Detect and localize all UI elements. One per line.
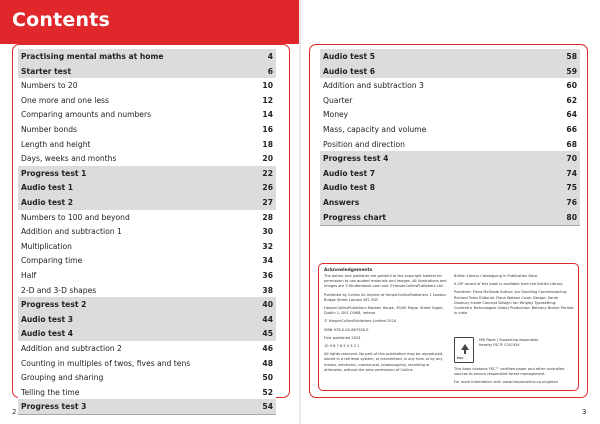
toc-label: Multiplication — [21, 241, 72, 251]
toc-label: Addition and subtraction 2 — [21, 344, 122, 353]
toc-page-number: 64 — [566, 110, 577, 120]
fsc-mark: FSC — [457, 356, 464, 360]
toc-label: Quarter — [323, 95, 353, 105]
toc-page-number: 20 — [262, 154, 273, 164]
toc-row — [18, 239, 276, 255]
toc-label: Answers — [323, 198, 360, 207]
acknowledgements-heading: Acknowledgements — [324, 268, 373, 273]
toc-row — [18, 166, 276, 182]
toc-page-number: 32 — [262, 241, 273, 251]
toc-label: Comparing amounts and numbers — [21, 110, 152, 120]
toc-row — [18, 107, 276, 123]
toc-row — [320, 93, 580, 109]
toc-label: Audio test 3 — [21, 314, 74, 324]
toc-page-number: 10 — [262, 81, 273, 91]
toc-page-number: 44 — [262, 314, 273, 324]
toc-label: Starter test — [21, 66, 72, 76]
toc-page-number: 36 — [262, 271, 273, 280]
toc-row — [18, 341, 276, 357]
fsc-label — [479, 338, 539, 348]
toc-page-number: 50 — [262, 373, 273, 383]
toc-page-number: 54 — [262, 402, 273, 412]
toc-label: Audio test 7 — [323, 168, 376, 178]
toc-page-number: 45 — [262, 329, 273, 339]
toc-row — [320, 49, 580, 65]
toc-label: Grouping and sharing — [21, 373, 104, 383]
toc-label: Number bonds — [21, 125, 77, 134]
ack-text: A CIP record of this book is available from the British Library. — [454, 282, 564, 287]
toc-page-number: 4 — [267, 52, 273, 61]
acknowledgements-left-column — [324, 274, 448, 376]
toc-label: Telling the time — [21, 387, 80, 397]
toc-page-number: 58 — [566, 52, 577, 61]
fsc-more-text: For more information visit: www.harpercollins.co.uk/green — [454, 380, 558, 385]
toc-label: Money — [323, 110, 349, 120]
toc-page-number: 70 — [566, 154, 577, 164]
toc-page-number: 28 — [262, 212, 273, 222]
toc-row — [320, 78, 580, 94]
toc-page-number: 27 — [262, 198, 273, 207]
ack-text: HarperCollinsPublishers Macken House, 39/40 Mayor Street Upper, Dublin 1, D01 C9W8, Ireland — [324, 306, 444, 316]
toc-row — [18, 78, 276, 94]
ack-text: Published by Collins An imprint of HarperCollinsPublishers 1 London Bridge Street London SE1 9GF — [324, 292, 446, 302]
toc-page-number: 30 — [262, 227, 273, 237]
toc-label: Days, weeks and months — [21, 154, 117, 164]
toc-row — [320, 64, 580, 80]
toc-row — [18, 326, 276, 342]
toc-row — [18, 370, 276, 386]
toc-row — [18, 224, 276, 240]
toc-label: Progress test 1 — [21, 168, 87, 178]
toc-label: Length and height — [21, 139, 91, 149]
fsc-note — [454, 367, 574, 386]
toc-row — [18, 210, 276, 226]
fsc-logo-icon — [454, 337, 474, 363]
toc-label: Progress test 4 — [323, 154, 389, 164]
ack-text: Publisher: Fiona McGlade Author: Jon Goulding Commissioning: Richard Toms Editorial: Fiona Watson Cover Design: Sarah Duxbury Inside Concept Design: Ian Wrigley Typesetting: Contentra Technologies (India) Production: Bethany Brohm Printed in India — [454, 290, 574, 316]
toc-row — [320, 151, 580, 167]
ack-text: ISBN 978-0-00-867026-5 — [324, 327, 369, 332]
fsc-note-text: This book contains FSC™ certified paper and other controlled sources to ensure responsible forest management. — [454, 367, 565, 377]
toc-row — [18, 122, 276, 138]
toc-row — [320, 180, 580, 196]
toc-page-number: 75 — [566, 183, 577, 193]
toc-row — [320, 210, 580, 226]
toc-row — [18, 312, 276, 328]
toc-row — [18, 253, 276, 269]
toc-page-number: 59 — [566, 66, 577, 76]
acknowledgements-box — [318, 263, 579, 391]
ack-text: © HarperCollinsPublishers Limited 2024 — [324, 319, 397, 324]
toc-label: Addition and subtraction 3 — [323, 81, 424, 91]
toc-page-number: 80 — [566, 212, 577, 222]
toc-row — [320, 195, 580, 211]
toc-label: Mass, capacity and volume — [323, 125, 427, 134]
toc-label: Audio test 2 — [21, 198, 74, 207]
toc-row — [18, 180, 276, 196]
fsc-label-text: MIX Paper | Supporting responsible forestry FSC® C007454 — [479, 338, 539, 347]
page-number-right: 3 — [582, 408, 587, 416]
toc-label: Audio test 6 — [323, 66, 376, 76]
page-title: Contents — [12, 9, 111, 31]
toc-label: Numbers to 20 — [21, 81, 78, 91]
toc-page-number: 6 — [267, 66, 273, 76]
ack-text: All rights reserved. No part of this publication may be reproduced, stored in a retrieval system, or transmitted, in any form or by any means, electronic, mechanical, photocopying, recording or otherwise, without the prior permission of Collins. — [324, 352, 444, 372]
ack-text: 10 9 8 7 6 5 4 3 2 1 — [324, 344, 360, 349]
toc-label: Progress chart — [323, 212, 386, 222]
toc-label: Position and direction — [323, 139, 405, 149]
toc-label: Addition and subtraction 1 — [21, 227, 122, 237]
toc-row — [320, 122, 580, 138]
toc-page-number: 48 — [262, 358, 273, 368]
toc-row — [320, 137, 580, 153]
toc-page-number: 40 — [262, 300, 273, 310]
toc-row — [18, 385, 276, 401]
page-gutter — [299, 0, 301, 424]
toc-label: Audio test 5 — [323, 52, 376, 61]
toc-label: Practising mental maths at home — [21, 52, 164, 61]
ack-text: British Library Cataloguing in Publication Data. — [454, 274, 539, 278]
toc-page-number: 18 — [262, 139, 273, 149]
toc-label: Audio test 1 — [21, 183, 74, 193]
toc-label: One more and one less — [21, 95, 109, 105]
toc-label: Half — [21, 271, 37, 280]
toc-label: Numbers to 100 and beyond — [21, 212, 130, 222]
toc-label: Audio test 4 — [21, 329, 74, 339]
toc-label: Comparing time — [21, 256, 83, 266]
toc-label: 2-D and 3-D shapes — [21, 285, 97, 295]
toc-page-number: 62 — [566, 95, 577, 105]
toc-row — [18, 283, 276, 299]
toc-row — [320, 166, 580, 182]
toc-page-number: 16 — [262, 125, 273, 134]
toc-label: Counting in multiples of twos, fives and tens — [21, 358, 191, 368]
toc-row — [18, 93, 276, 109]
toc-row — [320, 107, 580, 123]
ack-text: First published 2024 — [324, 335, 361, 340]
toc-page-number: 34 — [262, 256, 273, 266]
toc-label: Audio test 8 — [323, 183, 376, 193]
toc-row — [18, 399, 276, 415]
tree-icon — [460, 344, 470, 354]
toc-page-number: 38 — [262, 285, 273, 295]
contents-banner — [0, 0, 300, 44]
toc-page-number: 60 — [566, 81, 577, 91]
page-number-left: 2 — [12, 408, 17, 416]
toc-row — [18, 356, 276, 372]
toc-row — [18, 49, 276, 65]
toc-page-number: 52 — [262, 387, 273, 397]
toc-page-number: 46 — [262, 344, 273, 353]
acknowledgements-right-column — [454, 274, 574, 319]
toc-page-number: 76 — [566, 198, 577, 207]
toc-page-number: 26 — [262, 183, 273, 193]
toc-label: Progress test 3 — [21, 402, 87, 412]
toc-page-number: 68 — [566, 139, 577, 149]
toc-page-number: 66 — [566, 125, 577, 134]
toc-row — [18, 151, 276, 167]
toc-row — [18, 64, 276, 80]
toc-row — [18, 297, 276, 313]
toc-page-number: 22 — [262, 168, 273, 178]
toc-page-number: 12 — [262, 95, 273, 105]
toc-page-number: 74 — [566, 168, 577, 178]
ack-text: The author and publisher are grateful to the copyright holders for permission to use quoted materials and images. All illustrations and images are ©Shutterstock.com and ©HarperCollinsPublishers Ltd. — [324, 274, 447, 289]
toc-row — [18, 268, 276, 284]
toc-label: Progress test 2 — [21, 300, 87, 310]
toc-row — [18, 137, 276, 153]
toc-page-number: 14 — [262, 110, 273, 120]
toc-row — [18, 195, 276, 211]
